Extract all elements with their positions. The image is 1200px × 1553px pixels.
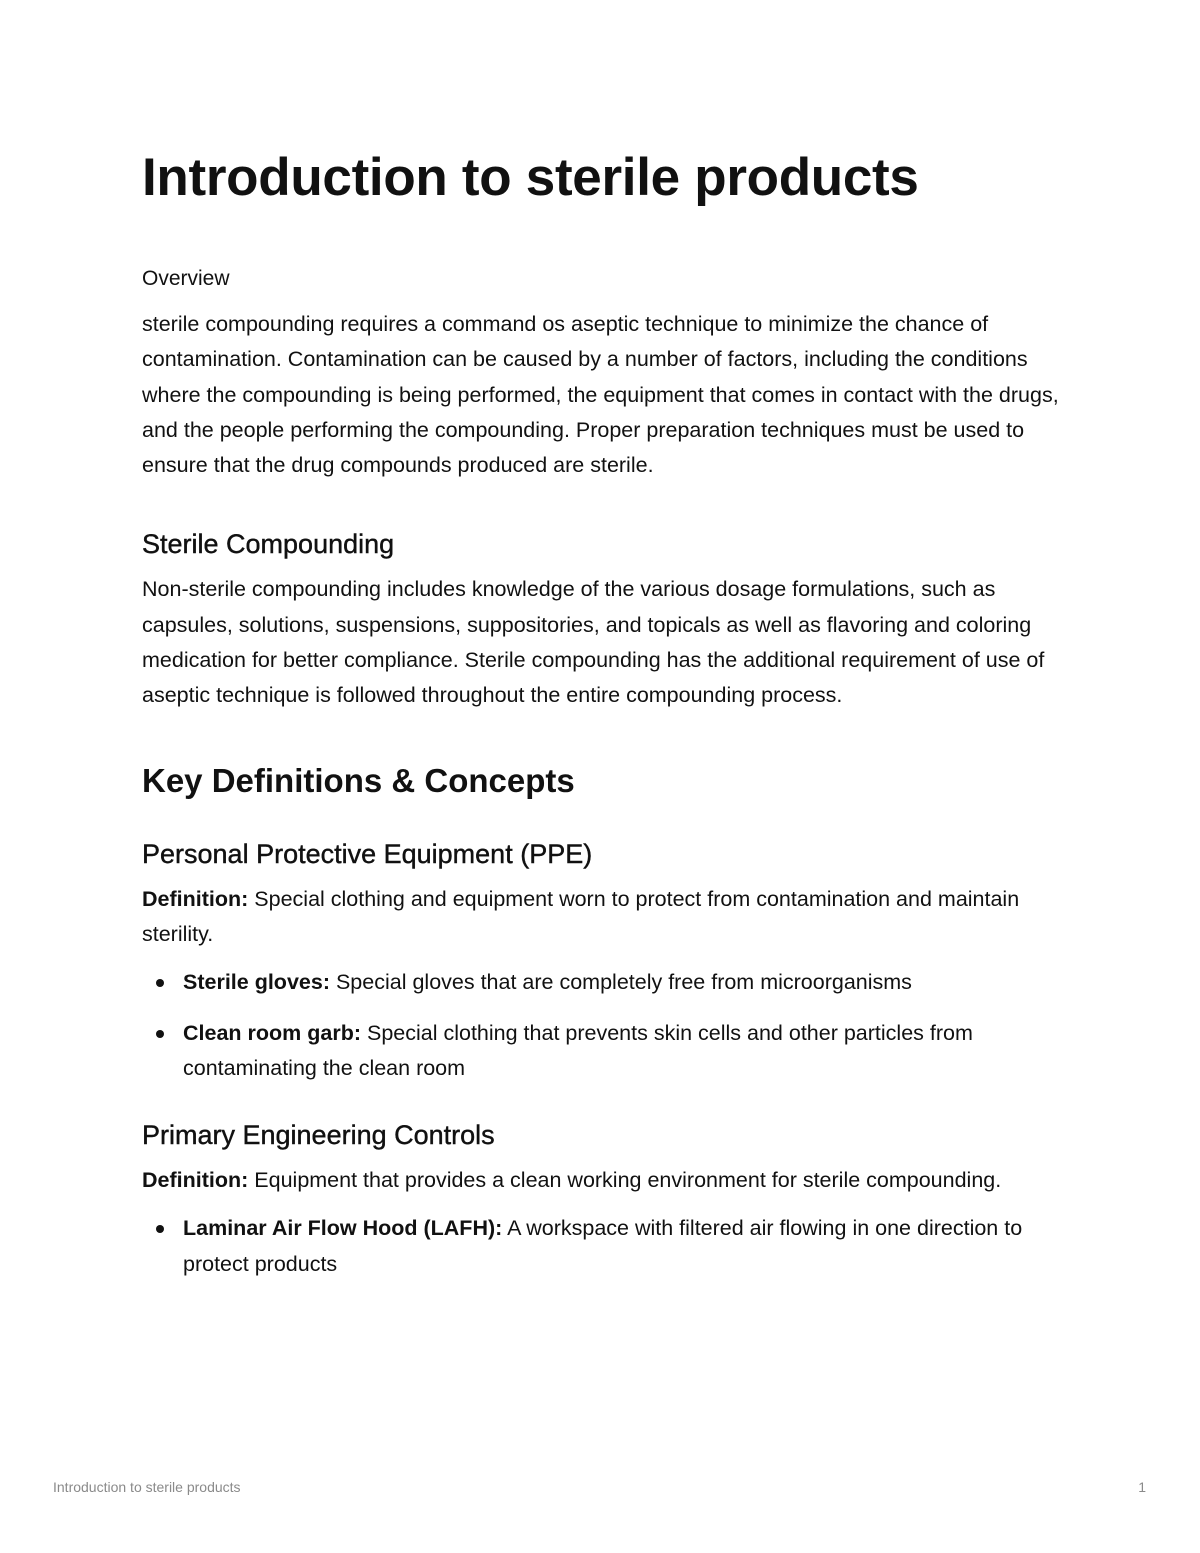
- pec-definition: [142, 1163, 1072, 1198]
- ppe-list: [142, 965, 1072, 1086]
- overview-label: Overview: [142, 267, 230, 290]
- page-number: 1: [1138, 1479, 1146, 1495]
- bullet-icon: [156, 1030, 164, 1038]
- list-item-term: Sterile gloves:: [183, 970, 330, 995]
- list-item: [142, 1211, 1072, 1282]
- overview-paragraph: sterile compounding requires a command os aseptic technique to minimize the chance of contamination. Contamination can be caused by a number of factors, including the conditions where the compounding is being performed, the equipment that comes in contact with the drugs, and the people performing the compounding. Proper preparation techniques must be used to ensure that the drug compounds produced are sterile.: [142, 312, 1059, 478]
- list-item-text: Special gloves that are completely free from microorganisms: [335, 970, 912, 995]
- bullet-icon: [156, 1225, 164, 1233]
- sterile-compounding-paragraph: Non-sterile compounding includes knowledge of the various dosage formulations, such as capsules, solutions, suspensions, suppositories, and topicals as well as flavoring and coloring medication for better compliance. Sterile compounding has the additional requirement of use of aseptic technique is followed throughout the entire compounding process.: [142, 577, 1045, 708]
- page-title: Introduction to sterile products: [142, 148, 919, 207]
- document-body: [142, 140, 1072, 1282]
- ppe-definition-text: Special clothing and equipment worn to protect from contamination and maintain sterility.: [142, 886, 1020, 946]
- ppe-heading: Personal Protective Equipment (PPE): [142, 838, 593, 869]
- list-item-text: Special clothing that prevents skin cells and other particles from contaminating the clean room: [183, 1020, 973, 1080]
- list-item-text: A workspace with filtered air flowing in one direction to protect products: [183, 1216, 1023, 1276]
- pec-definition-label: Definition:: [142, 1168, 249, 1193]
- ppe-definition: [142, 882, 1072, 953]
- list-item: [142, 1016, 1072, 1087]
- list-item: [142, 965, 1072, 1000]
- bullet-icon: [156, 979, 164, 987]
- pec-list: [142, 1211, 1072, 1282]
- ppe-definition-label: Definition:: [142, 886, 249, 911]
- sterile-compounding-heading: Sterile Compounding: [142, 529, 395, 560]
- pec-definition-text: Equipment that provides a clean working environment for sterile compounding.: [254, 1168, 1002, 1193]
- primary-engineering-controls-heading: Primary Engineering Controls: [142, 1120, 495, 1151]
- list-item-term: Clean room garb:: [183, 1020, 361, 1045]
- footer-title: Introduction to sterile products: [53, 1479, 241, 1495]
- list-item-term: Laminar Air Flow Hood (LAFH):: [183, 1216, 503, 1241]
- key-definitions-heading: Key Definitions & Concepts: [142, 761, 575, 799]
